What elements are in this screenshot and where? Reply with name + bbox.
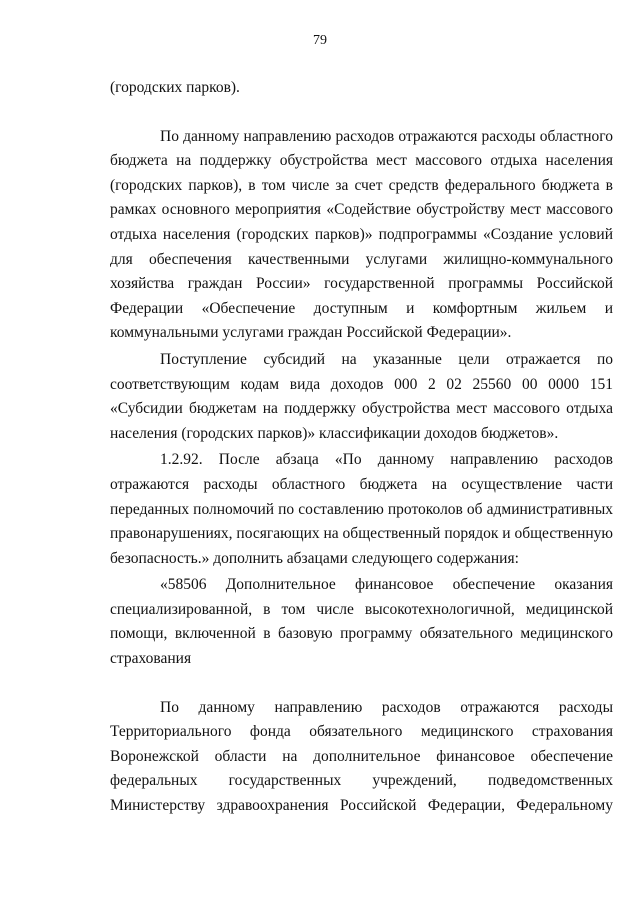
paragraph-amendment-1-2-92: 1.2.92. После абзаца «По данному направлению расходов отражаются расходы областного бюджета на осуществление части переданных полномочий по составлению протоколов об административных правонарушениях, посягающих на общественный порядок и общественную безопасность.» дополнить абзацами следующего содержания:: [110, 451, 613, 567]
paragraph-subsidy-receipt: Поступление субсидий на указанные цели отражается по соответствующим кодам вида доходов 000 2 02 25560 00 0000 151 «Субсидии бюджетам на поддержку обустройства мест массового отдыха населения (городских парков)» классификации доходов бюджетов».: [110, 350, 613, 442]
paragraph-territorial-fund: По данному направлению расходов отражаются расходы Территориального фонда обязательного медицинского страхования Воронежской области на дополнительное финансовое обеспечение федеральных государственных учреждений, подведомственных Министерству здравоохранения Российской Федерации, Федеральному: [110, 698, 613, 815]
paragraph-continuation: (городских парков).: [110, 79, 240, 96]
paragraph-park-expenses: По данному направлению расходов отражаются расходы областного бюджета на поддержку обустройства мест массового отдыха населения (городских парков), в том числе за счет средств федерального бюджета в рамках основного мероприятия «Содействие обустройству мест массового отдыха населения (городских парков)» подпрограммы «Создание условий для обеспечения качественными услугами жилищно-коммунального хозяйства граждан России» государственной программы Российской Федерации «Обеспечение доступным и комфортным жильем и коммунальными услугами граждан Российской Федерации».: [110, 127, 613, 342]
document-body: [110, 76, 613, 819]
page-number: 79: [313, 33, 327, 48]
paragraph-code-58506: «58506 Дополнительное финансовое обеспечение оказания специализированной, в том числе высокотехнологичной, медицинской помощи, включенной в базовую программу обязательного медицинского страхования: [110, 576, 613, 668]
